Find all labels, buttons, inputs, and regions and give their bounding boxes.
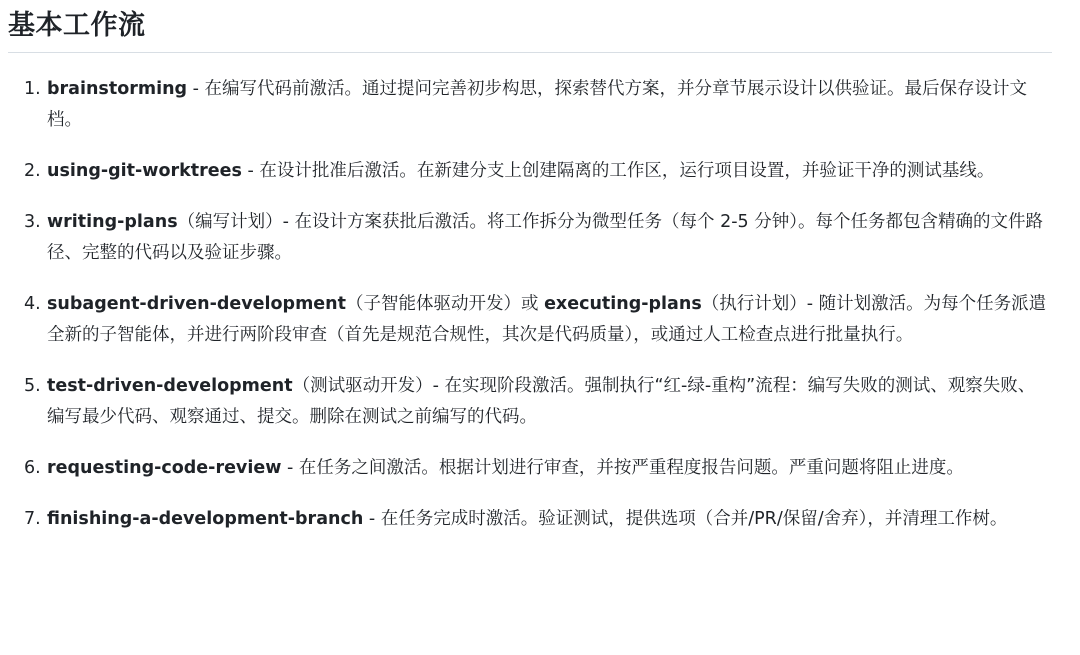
step-skill-name: executing-plans: [544, 294, 702, 314]
step-description: （子智能体驱动开发）或: [346, 294, 545, 314]
section-heading: 基本工作流: [8, 10, 146, 41]
step-number: 6.: [24, 458, 41, 478]
step-skill-name: test-driven-development: [47, 376, 293, 396]
step-skill-name: subagent-driven-development: [47, 294, 346, 314]
step-description: - 在任务完成时激活。验证测试，提供选项（合并/PR/保留/舍弃），并清理工作树。: [363, 509, 1008, 529]
heading-divider: [8, 52, 1052, 53]
step-skill-name: using-git-worktrees: [47, 161, 242, 181]
workflow-step-6: [0, 453, 1080, 484]
workflow-step-1: [0, 74, 1080, 136]
workflow-steps-list: [0, 74, 1080, 535]
step-number: 4.: [24, 294, 41, 314]
step-number: 3.: [24, 212, 41, 232]
step-number: 2.: [24, 161, 41, 181]
step-description: - 在设计批准后激活。在新建分支上创建隔离的工作区，运行项目设置，并验证干净的测试基线。: [241, 161, 995, 181]
step-skill-name: writing-plans: [47, 212, 178, 232]
step-description: - 在任务之间激活。根据计划进行审查，并按严重程度报告问题。严重问题将阻止进度。: [281, 458, 964, 478]
workflow-step-2: [0, 156, 1080, 187]
workflow-step-4: [0, 289, 1080, 351]
step-description: （编写计划）- 在设计方案获批后激活。将工作拆分为微型任务（每个 2-5 分钟）。每个任务都包含精确的文件路径、完整的代码以及验证步骤。: [47, 212, 1043, 263]
step-number: 1.: [24, 79, 41, 99]
step-skill-name: requesting-code-review: [47, 458, 282, 478]
workflow-step-5: [0, 371, 1080, 433]
step-description: （测试驱动开发）- 在实现阶段激活。强制执行“红-绿-重构”流程：编写失败的测试、观察失败、编写最少代码、观察通过、提交。删除在测试之前编写的代码。: [47, 376, 1036, 427]
step-number: 5.: [24, 376, 41, 396]
workflow-step-7: [0, 504, 1080, 535]
step-description: （执行计划）- 随计划激活。为每个任务派遣全新的子智能体，并进行两阶段审查（首先是规范合规性，其次是代码质量），或通过人工检查点进行批量执行。: [47, 294, 1047, 345]
step-skill-name: finishing-a-development-branch: [47, 509, 364, 529]
step-number: 7.: [24, 509, 41, 529]
step-skill-name: brainstorming: [47, 79, 188, 99]
step-description: - 在编写代码前激活。通过提问完善初步构思，探索替代方案，并分章节展示设计以供验证。最后保存设计文档。: [47, 79, 1028, 130]
workflow-step-3: [0, 207, 1080, 269]
